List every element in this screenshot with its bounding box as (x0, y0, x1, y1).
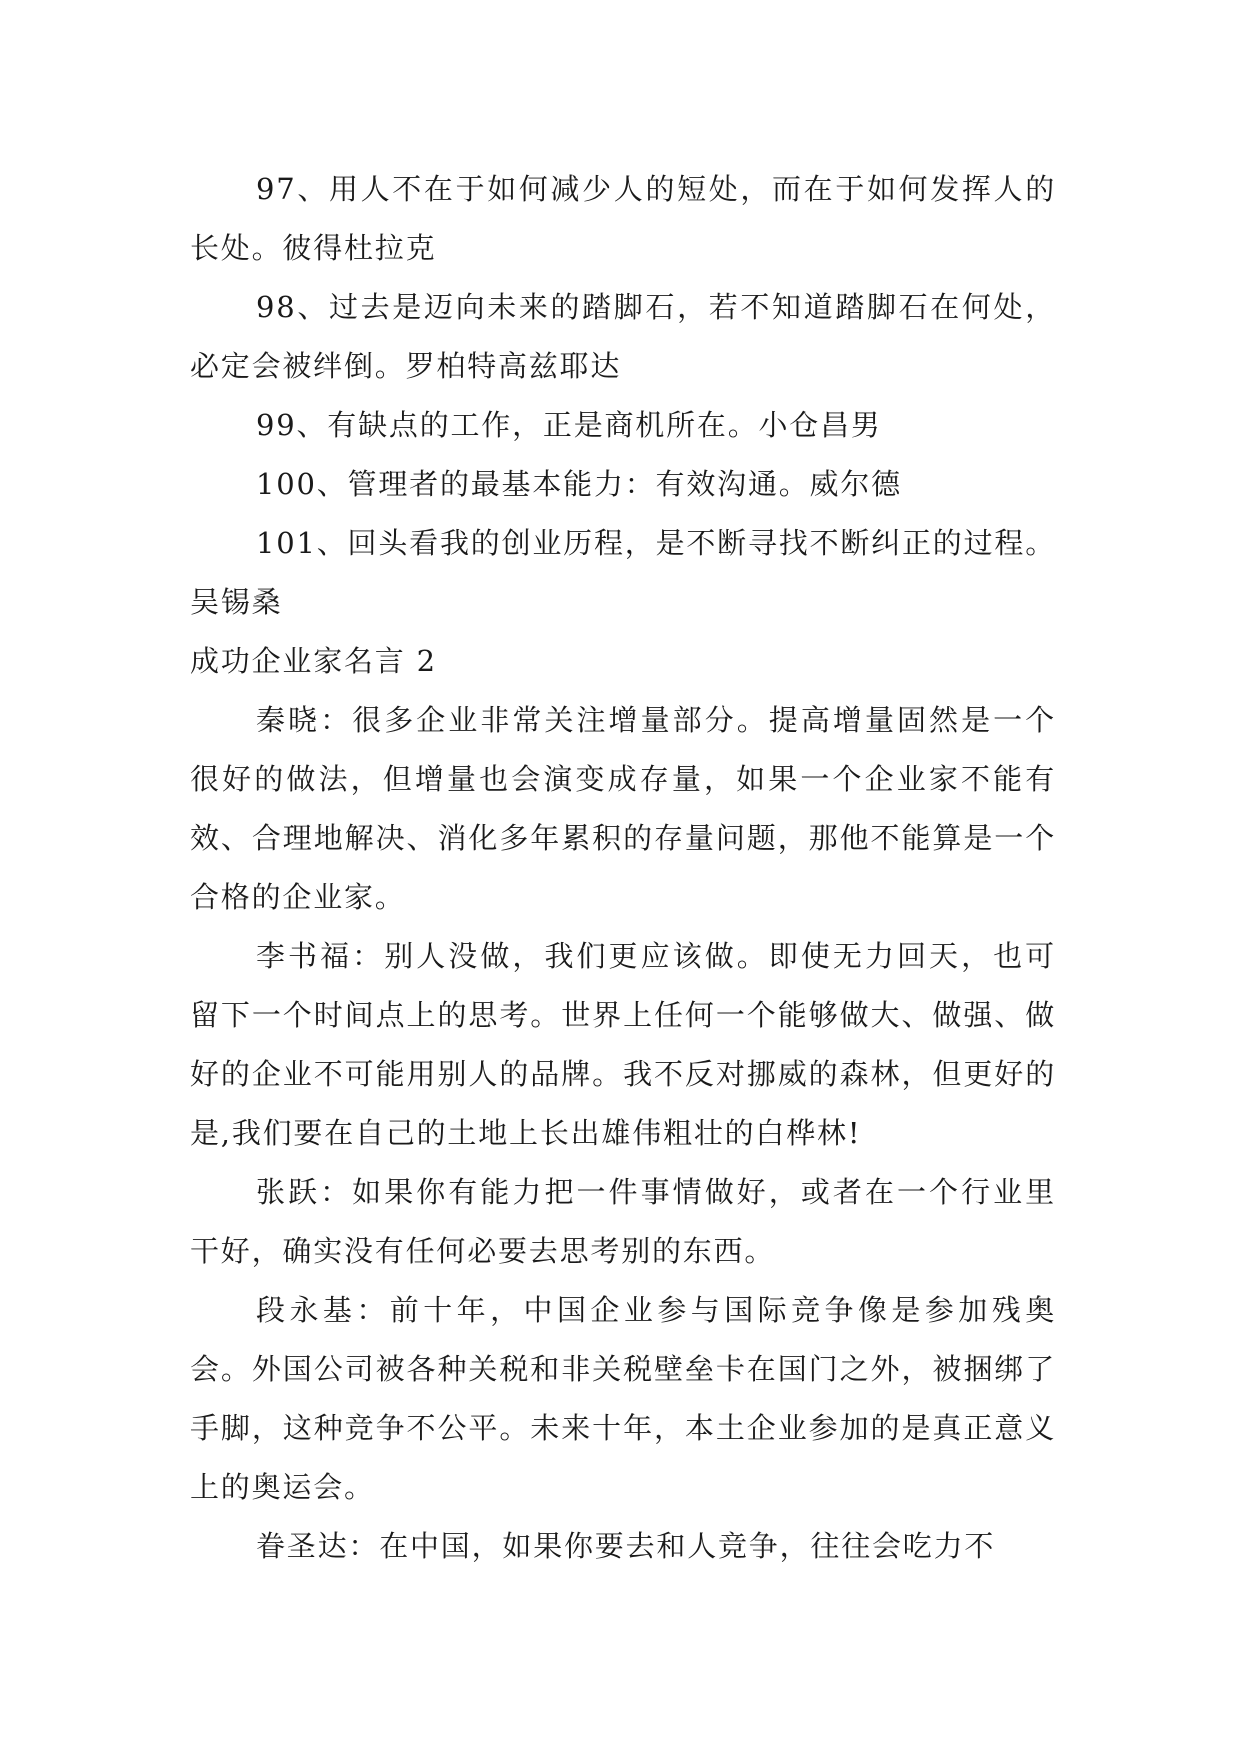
quote-paragraph-duanyongji: 段永基：前十年，中国企业参与国际竞争像是参加残奥会。外国公司被各种关税和非关税壁垒卡在国门之外，被捆绑了手脚，这种竞争不公平。未来十年，本土企业参加的是真正意义上的奥运会。 (190, 1293, 1056, 1504)
quote-paragraph-qinxiao: 秦晓：很多企业非常关注增量部分。提高增量固然是一个很好的做法，但增量也会演变成存量，如果一个企业家不能有效、合理地解决、消化多年累积的存量问题，那他不能算是一个合格的企业家。 (190, 703, 1056, 914)
quote-paragraph-101: 101、回头看我的创业历程，是不断寻找不断纠正的过程。吴锡桑 (190, 526, 1056, 619)
document-page (190, 160, 1056, 1576)
quote-paragraph-98: 98、过去是迈向未来的踏脚石，若不知道踏脚石在何处，必定会被绊倒。罗柏特高兹耶达 (190, 290, 1056, 383)
quote-paragraph-zhangyue: 张跃：如果你有能力把一件事情做好，或者在一个行业里干好，确实没有任何必要去思考别的东西。 (190, 1175, 1056, 1268)
quote-paragraph-99: 99、有缺点的工作，正是商机所在。小仓昌男 (256, 408, 882, 442)
section-heading: 成功企业家名言 2 (190, 644, 437, 678)
quote-paragraph-shengda: 眷圣达：在中国，如果你要去和人竞争，往往会吃力不 (256, 1529, 996, 1563)
quote-paragraph-97: 97、用人不在于如何减少人的短处，而在于如何发挥人的长处。彼得杜拉克 (190, 172, 1056, 265)
quote-paragraph-100: 100、管理者的最基本能力：有效沟通。威尔德 (256, 467, 902, 501)
quote-paragraph-lishufu: 李书福：别人没做，我们更应该做。即使无力回天，也可留下一个时间点上的思考。世界上任何一个能够做大、做强、做好的企业不可能用别人的品牌。我不反对挪威的森林，但更好的是,我们要在自己的土地上长出雄伟粗壮的白桦林! (190, 939, 1056, 1150)
